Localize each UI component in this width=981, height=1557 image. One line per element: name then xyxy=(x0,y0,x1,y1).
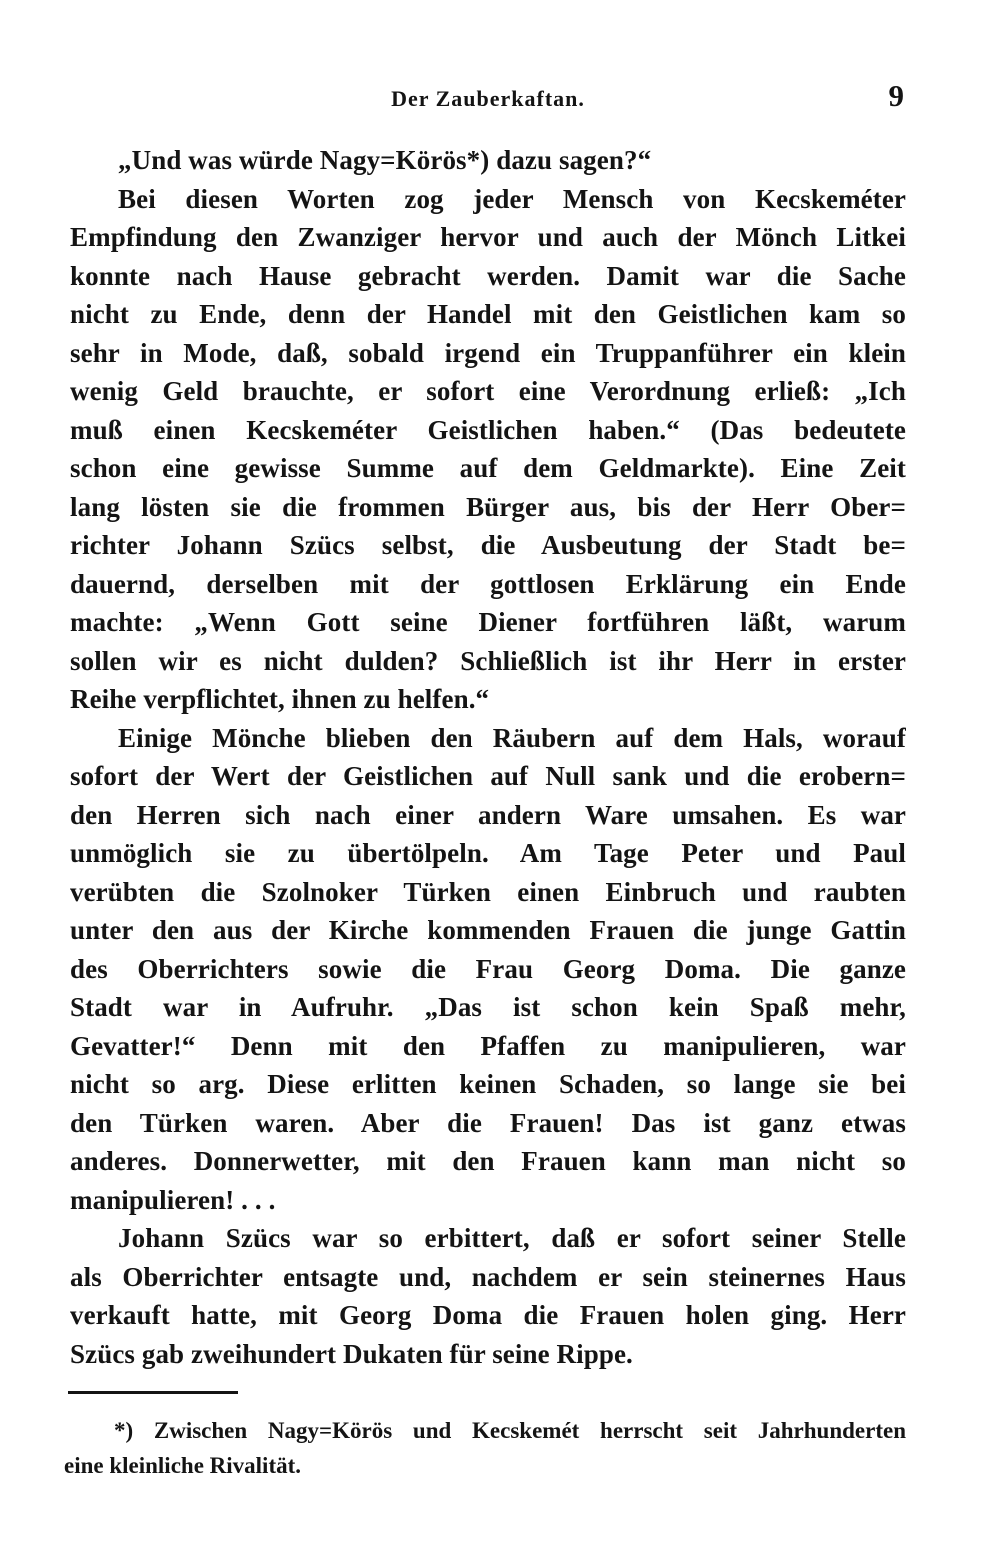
text-line: muß einen Kecskeméter Geistlichen haben.“ (Das bedeutete xyxy=(70,414,906,445)
text-line: nicht so arg. Diese erlitten keinen Schaden, so lange sie bei xyxy=(70,1069,906,1099)
text-line: des Oberrichters sowie die Frau Georg Doma. Die ganze xyxy=(70,953,906,984)
running-header xyxy=(70,78,906,118)
text-line: schon eine gewisse Summe auf dem Geldmarkte). Eine Zeit xyxy=(70,453,906,483)
text-line: Stadt war in Aufruhr. „Das ist schon kein Spaß mehr, xyxy=(70,992,906,1022)
text-line: „Und was würde Nagy=Körös*) dazu sagen?“ xyxy=(118,145,652,175)
body-text xyxy=(70,141,906,1373)
text-line: den Türken waren. Aber die Frauen! Das ist ganz etwas xyxy=(70,1107,906,1138)
text-line: nicht zu Ende, denn der Handel mit den Geistlichen kam so xyxy=(70,299,906,329)
footnote-line: *) Zwischen Nagy=Körös und Kecskemét herrscht seit Jahrhunderten xyxy=(114,1418,906,1443)
running-header-title: Der Zauberkaftan. xyxy=(391,86,585,111)
text-line: als Oberrichter entsagte und, nachdem er sein steinernes Haus xyxy=(70,1261,906,1292)
text-line: Gevatter!“ Denn mit den Pfaffen zu manipulieren, war xyxy=(70,1030,906,1061)
text-line: Reihe verpflichtet, ihnen zu helfen.“ xyxy=(70,684,490,714)
paragraph xyxy=(70,1219,906,1373)
text-line: Johann Szücs war so erbittert, daß er sofort seiner Stelle xyxy=(118,1223,906,1253)
text-line: Szücs gab zweihundert Dukaten für seine Rippe. xyxy=(70,1338,633,1369)
text-line: konnte nach Hause gebracht werden. Damit war die Sache xyxy=(70,260,906,291)
text-line: Bei diesen Worten zog jeder Mensch von Kecskeméter xyxy=(118,183,906,214)
text-line: richter Johann Szücs selbst, die Ausbeutung der Stadt be= xyxy=(70,530,906,560)
paragraph xyxy=(70,141,906,180)
text-line: verübten die Szolnoker Türken einen Einbruch und raubten xyxy=(70,876,906,907)
text-line: verkauft hatte, mit Georg Doma die Frauen holen ging. Herr xyxy=(70,1300,906,1330)
text-line: manipulieren! . . . xyxy=(70,1184,276,1215)
text-line: unmöglich sie zu übertölpeln. Am Tage Peter und Paul xyxy=(70,838,906,868)
footnote-block xyxy=(64,1391,906,1483)
page-number: 9 xyxy=(888,78,904,113)
text-line: dauernd, derselben mit der gottlosen Erklärung ein Ende xyxy=(70,568,906,599)
text-line: unter den aus der Kirche kommenden Frauen die junge Gattin xyxy=(70,915,906,945)
text-line: machte: „Wenn Gott seine Diener fortführen läßt, warum xyxy=(70,607,906,637)
footnote-rule xyxy=(68,1391,238,1394)
paragraph xyxy=(70,719,906,1220)
paragraph xyxy=(70,180,906,719)
text-line: den Herren sich nach einer andern Ware umsahen. Es war xyxy=(70,799,906,830)
text-line: sollen wir es nicht dulden? Schließlich ist ihr Herr in erster xyxy=(70,645,906,676)
text-line: Einige Mönche blieben den Räubern auf dem Hals, worauf xyxy=(118,722,906,753)
text-line: anderes. Donnerwetter, mit den Frauen kann man nicht so xyxy=(70,1146,906,1176)
text-line: wenig Geld brauchte, er sofort eine Verordnung erließ: „Ich xyxy=(70,376,906,406)
text-line: sehr in Mode, daß, sobald irgend ein Truppanführer ein klein xyxy=(70,337,906,368)
text-line: Empfindung den Zwanziger hervor und auch der Mönch Litkei xyxy=(70,222,906,252)
text-line: lang lösten sie die frommen Bürger aus, bis der Herr Ober= xyxy=(70,491,906,522)
text-line: sofort der Wert der Geistlichen auf Null sank und die erobern= xyxy=(70,761,906,791)
footnote-line: eine kleinliche Rivalität. xyxy=(64,1453,302,1478)
